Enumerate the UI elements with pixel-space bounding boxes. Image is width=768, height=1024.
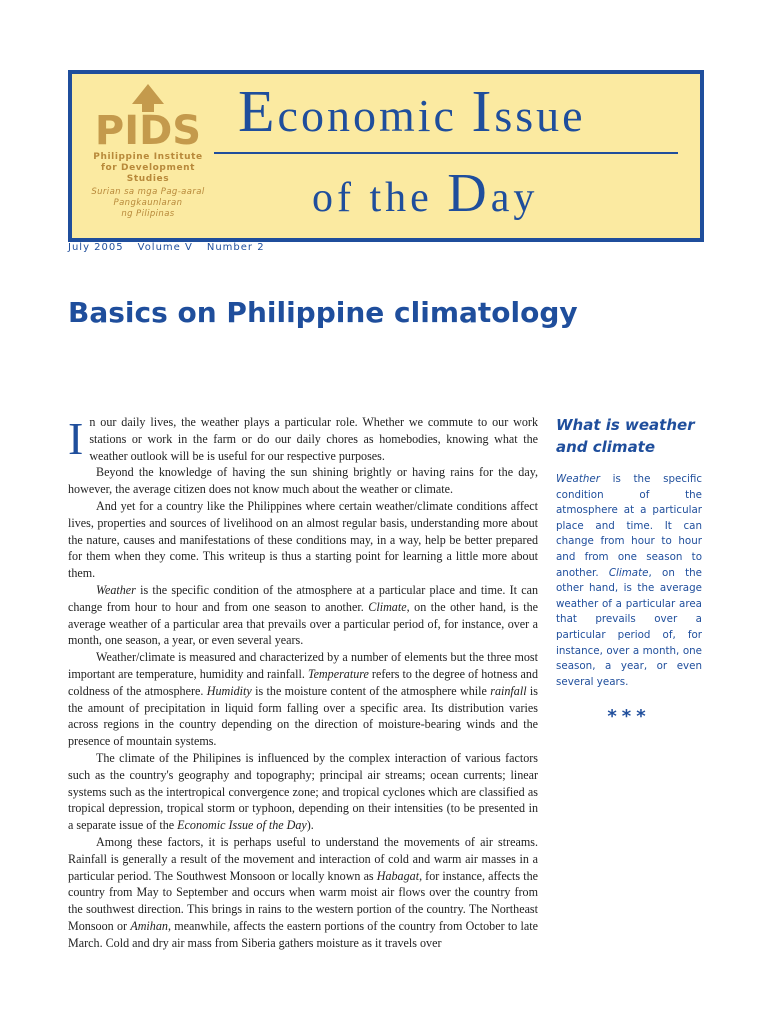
- institute-name-line: Studies: [126, 174, 170, 184]
- institute-name-line: Philippine Institute: [93, 152, 203, 162]
- logo-text: PIDS: [94, 108, 202, 148]
- paragraph-text: , for instance, affects the country from May to September and occurs when warm moist air flows over the country from the southwest direction. This brings in rains to the western portion of the country. The Northeast Monsoon or: [68, 868, 538, 933]
- article-body: [68, 414, 538, 962]
- paragraph: [68, 750, 538, 834]
- issue-number: Number 2: [206, 242, 265, 253]
- title-divider: [214, 152, 678, 154]
- institute-name: [88, 152, 208, 185]
- sidebar-title: What is weather and climate: [556, 416, 695, 456]
- issue-info: [68, 242, 279, 253]
- paragraph: [68, 464, 538, 498]
- paragraph-text: ).: [306, 818, 314, 833]
- sidebar-text: [556, 472, 702, 690]
- pids-logo-block: [88, 82, 208, 220]
- paragraph-text: is the amount of precipitation in liquid form falling over a specific area. Its distribution varies across regions in the country depending on the direction of moisture-bearing winds and the presence of mountain systems.: [68, 683, 538, 749]
- paragraph: [68, 649, 538, 750]
- sidebar-paragraph: is the specific condition of the atmosphere at a particular place and time. It can change from hour to hour and from one season to another.: [556, 473, 702, 579]
- paragraph-text: , on the other hand, is the average weather of a particular area that prevails over a particular period of, for instance, over a month, one season, a year, or even several years.: [68, 599, 538, 648]
- pids-logo-icon: [92, 82, 204, 148]
- sidebar-box: [556, 414, 702, 727]
- paragraph-text: is the moisture content of the atmosphere while: [251, 683, 491, 698]
- publication-title-line2: [312, 158, 682, 233]
- paragraph: [68, 582, 538, 649]
- paragraph: [68, 498, 538, 582]
- institute-tagalog-line: Surian sa mga Pag-aaral: [91, 187, 205, 197]
- paragraph-text: Beyond the knowledge of having the sun shining brightly or having rains for the day, however, the average citizen does not know much about the weather or climate.: [68, 465, 538, 497]
- term-emphasis: Weather: [96, 582, 136, 597]
- paragraph-text: n our daily lives, the weather plays a particular role. Whether we commute to our work stations or work in the farm or do our daily chores as homebodies, knowing what the weather outlook will be is useful for our respective purposes.: [89, 415, 538, 463]
- section-break-stars: ***: [607, 706, 651, 728]
- title-word: conomic: [277, 90, 472, 141]
- institute-tagalog-line: Pangkaunlaran: [113, 198, 183, 208]
- article-title: Basics on Philippine climatology: [68, 296, 578, 329]
- paragraph-text: is the specific condition of the atmosphere at a particular place and time. It can change from hour to hour and from one season to another.: [68, 582, 538, 614]
- term-emphasis: Economic Issue of the Day: [177, 818, 307, 833]
- title-initial: I: [471, 78, 495, 144]
- institute-tagalog-line: ng Pilipinas: [121, 209, 175, 219]
- term-emphasis: Amihan: [130, 918, 168, 933]
- term-emphasis: Humidity: [206, 683, 252, 698]
- paragraph-text: , meanwhile, affects the eastern portions of the country from October to late March. Cold and dry air mass from Siberia gathers moisture as it travels over: [68, 918, 538, 950]
- issue-volume: Volume V: [137, 242, 193, 253]
- paragraph: [68, 834, 538, 952]
- term-emphasis: rainfall: [490, 683, 527, 698]
- title-word: of the: [312, 175, 448, 221]
- term-emphasis: Habagat: [376, 868, 420, 883]
- paragraph-text: Weather/climate is measured and characterized by a number of elements but the three most important are temperature, humidity and rainfall.: [68, 650, 538, 681]
- paragraph-text: refers to the degree of hotness and coldness of the atmosphere.: [68, 666, 538, 698]
- sidebar-paragraph: , on the other hand, is the average weather of a particular area that prevails over a particular period of, for instance, over a month, one season, a year, or even several years.: [556, 566, 702, 688]
- term-emphasis: Climate: [608, 566, 649, 579]
- paragraph-text: The climate of the Philipines is influenced by the complex interaction of various factors such as the country's geography and topography; principal air streams; ocean currents; linear systems such as the intertropical convergence zone; and tropical cyclones which are classified as tropical depression, tropical storm or typhoon, depending on their intensities (to be presented in a separate issue of the: [68, 750, 538, 833]
- title-initial: D: [447, 162, 491, 223]
- term-emphasis: Weather: [556, 473, 600, 485]
- issue-date: July 2005: [68, 242, 124, 253]
- paragraph-text: Among these factors, it is perhaps useful to understand the movements of air streams. Rainfall is generally a result of the movement and interaction of cold and warm air masses in a particular period. The Southwest Monsoon or locally known as: [68, 834, 538, 883]
- title-initial: E: [238, 78, 278, 144]
- title-word: ay: [490, 175, 539, 221]
- title-word: ssue: [494, 90, 586, 141]
- drop-cap: I: [68, 414, 84, 464]
- paragraph-text: And yet for a country like the Philippines where certain weather/climate conditions affect lives, properties and sources of livelihood on an almost regular basis, understanding more about the nature, causes and manifestations of these conditions may, in a way, help be better prepared for them when they come. This writeup is thus a starting point for learning a little more about them.: [68, 498, 538, 581]
- term-emphasis: Temperature: [307, 666, 369, 681]
- institute-name-line: for Development: [100, 163, 196, 173]
- paragraph: [68, 414, 538, 464]
- publication-title-line1: [238, 76, 678, 151]
- institute-tagalog-name: [88, 187, 208, 220]
- term-emphasis: Climate: [368, 599, 407, 614]
